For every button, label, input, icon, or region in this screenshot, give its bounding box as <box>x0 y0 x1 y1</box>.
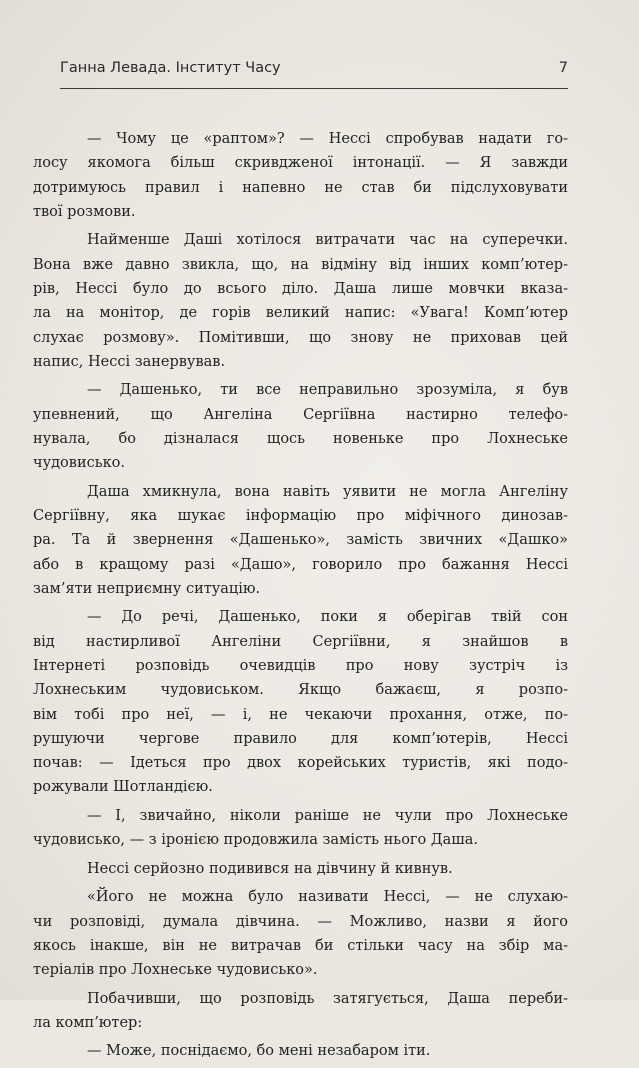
text-line: твої розмови. <box>33 203 136 220</box>
paragraph <box>33 378 568 475</box>
text-line: теріалів про Лохнеське чудовисько». <box>33 962 318 979</box>
paragraph <box>33 605 568 799</box>
text-line: Даша хмикнула, вона навіть уявити не могла Ангеліну <box>87 483 568 500</box>
text-line: вім тобі про неї, — і, не чекаючи прохання, отже, по- <box>33 706 568 723</box>
paragraph <box>33 228 568 374</box>
text-line: Найменше Даші хотілося витрачати час на суперечки. <box>87 232 568 249</box>
running-head <box>60 60 568 84</box>
body-text <box>33 127 568 1068</box>
text-line: рушуючи чергове правило для комп’ютерів, Нессі <box>33 730 568 747</box>
text-line: дотримуюсь правил і напевно не став би підслуховувати <box>33 179 568 196</box>
paragraph <box>33 127 568 224</box>
text-line: Нессі серйозно подивився на дівчину й кивнув. <box>87 860 453 877</box>
text-line: почав: — Ідеться про двох корейських туристів, які подо- <box>33 755 568 772</box>
paragraph <box>60 857 568 881</box>
text-line: Побачивши, що розповідь затягується, Даша переби- <box>87 990 568 1007</box>
text-line: чудовисько. <box>33 455 126 472</box>
paragraph <box>33 480 568 601</box>
page-number: 7 <box>558 60 568 76</box>
text-line: ла на монітор, де горів великий напис: «Увага! Комп’ютер <box>33 305 568 322</box>
text-line: упевнений, що Ангеліна Сергіївна настирно телефо- <box>33 406 568 423</box>
text-line: лосу якомога більш скривдженої інтонації. — Я завжди <box>33 155 568 172</box>
paragraph <box>33 987 568 1036</box>
text-line: чудовисько, — з іронією продовжила замість нього Даша. <box>33 832 479 849</box>
text-line: Вона вже давно звикла, що, на відміну від інших комп’ютер- <box>33 256 568 273</box>
text-line: або в кращому разі «Дашо», говорило про бажання Нессі <box>33 556 568 573</box>
text-line: «Його не можна було називати Нессі, — не слухаю- <box>87 889 568 906</box>
text-line: рожували Шотландією. <box>33 779 213 796</box>
text-line: ла комп’ютер: <box>33 1014 143 1031</box>
text-line: від настирливої Ангеліни Сергіївни, я знайшов в <box>33 633 568 650</box>
text-line: Інтернеті розповідь очевидців про нову зустріч із <box>33 657 568 674</box>
text-line: — Може, поснідаємо, бо мені незабаром іти. <box>87 1043 431 1060</box>
paragraph <box>33 885 568 982</box>
running-title: Ганна Левада. Інститут Часу <box>60 60 281 76</box>
text-line: — Дашенько, ти все неправильно зрозуміла, я був <box>87 382 568 399</box>
text-line: Лохнеським чудовиськом. Якщо бажаєш, я розпо- <box>33 682 568 699</box>
text-line: ра. Та й звернення «Дашенько», замість звичних «Дашко» <box>33 532 568 549</box>
text-line: нувала, бо дізналася щось новеньке про Лохнеське <box>33 430 568 447</box>
text-line: напис, Нессі занервував. <box>33 353 226 370</box>
text-line: чи розповіді, думала дівчина. — Можливо, назви я його <box>33 913 568 930</box>
text-line: якось інакше, він не витрачав би стільки часу на збір ма- <box>33 937 568 954</box>
header-rule <box>60 88 568 89</box>
text-line: рів, Нессі було до всього діло. Даша лише мовчки вказа- <box>33 280 568 297</box>
text-line: слухає розмову». Помітивши, що знову не приховав цей <box>33 329 568 346</box>
text-line: — І, звичайно, ніколи раніше не чули про Лохнеське <box>87 807 568 824</box>
paragraph <box>33 804 568 853</box>
text-line: — До речі, Дашенько, поки я оберігав твій сон <box>87 609 568 626</box>
paragraph <box>60 1039 568 1063</box>
text-line: — Чому це «раптом»? — Нессі спробував надати го- <box>87 131 568 147</box>
text-line: зам’яти неприємну ситуацію. <box>33 580 261 597</box>
text-line: Сергіївну, яка шукає інформацію про міфічного динозав- <box>33 508 568 525</box>
